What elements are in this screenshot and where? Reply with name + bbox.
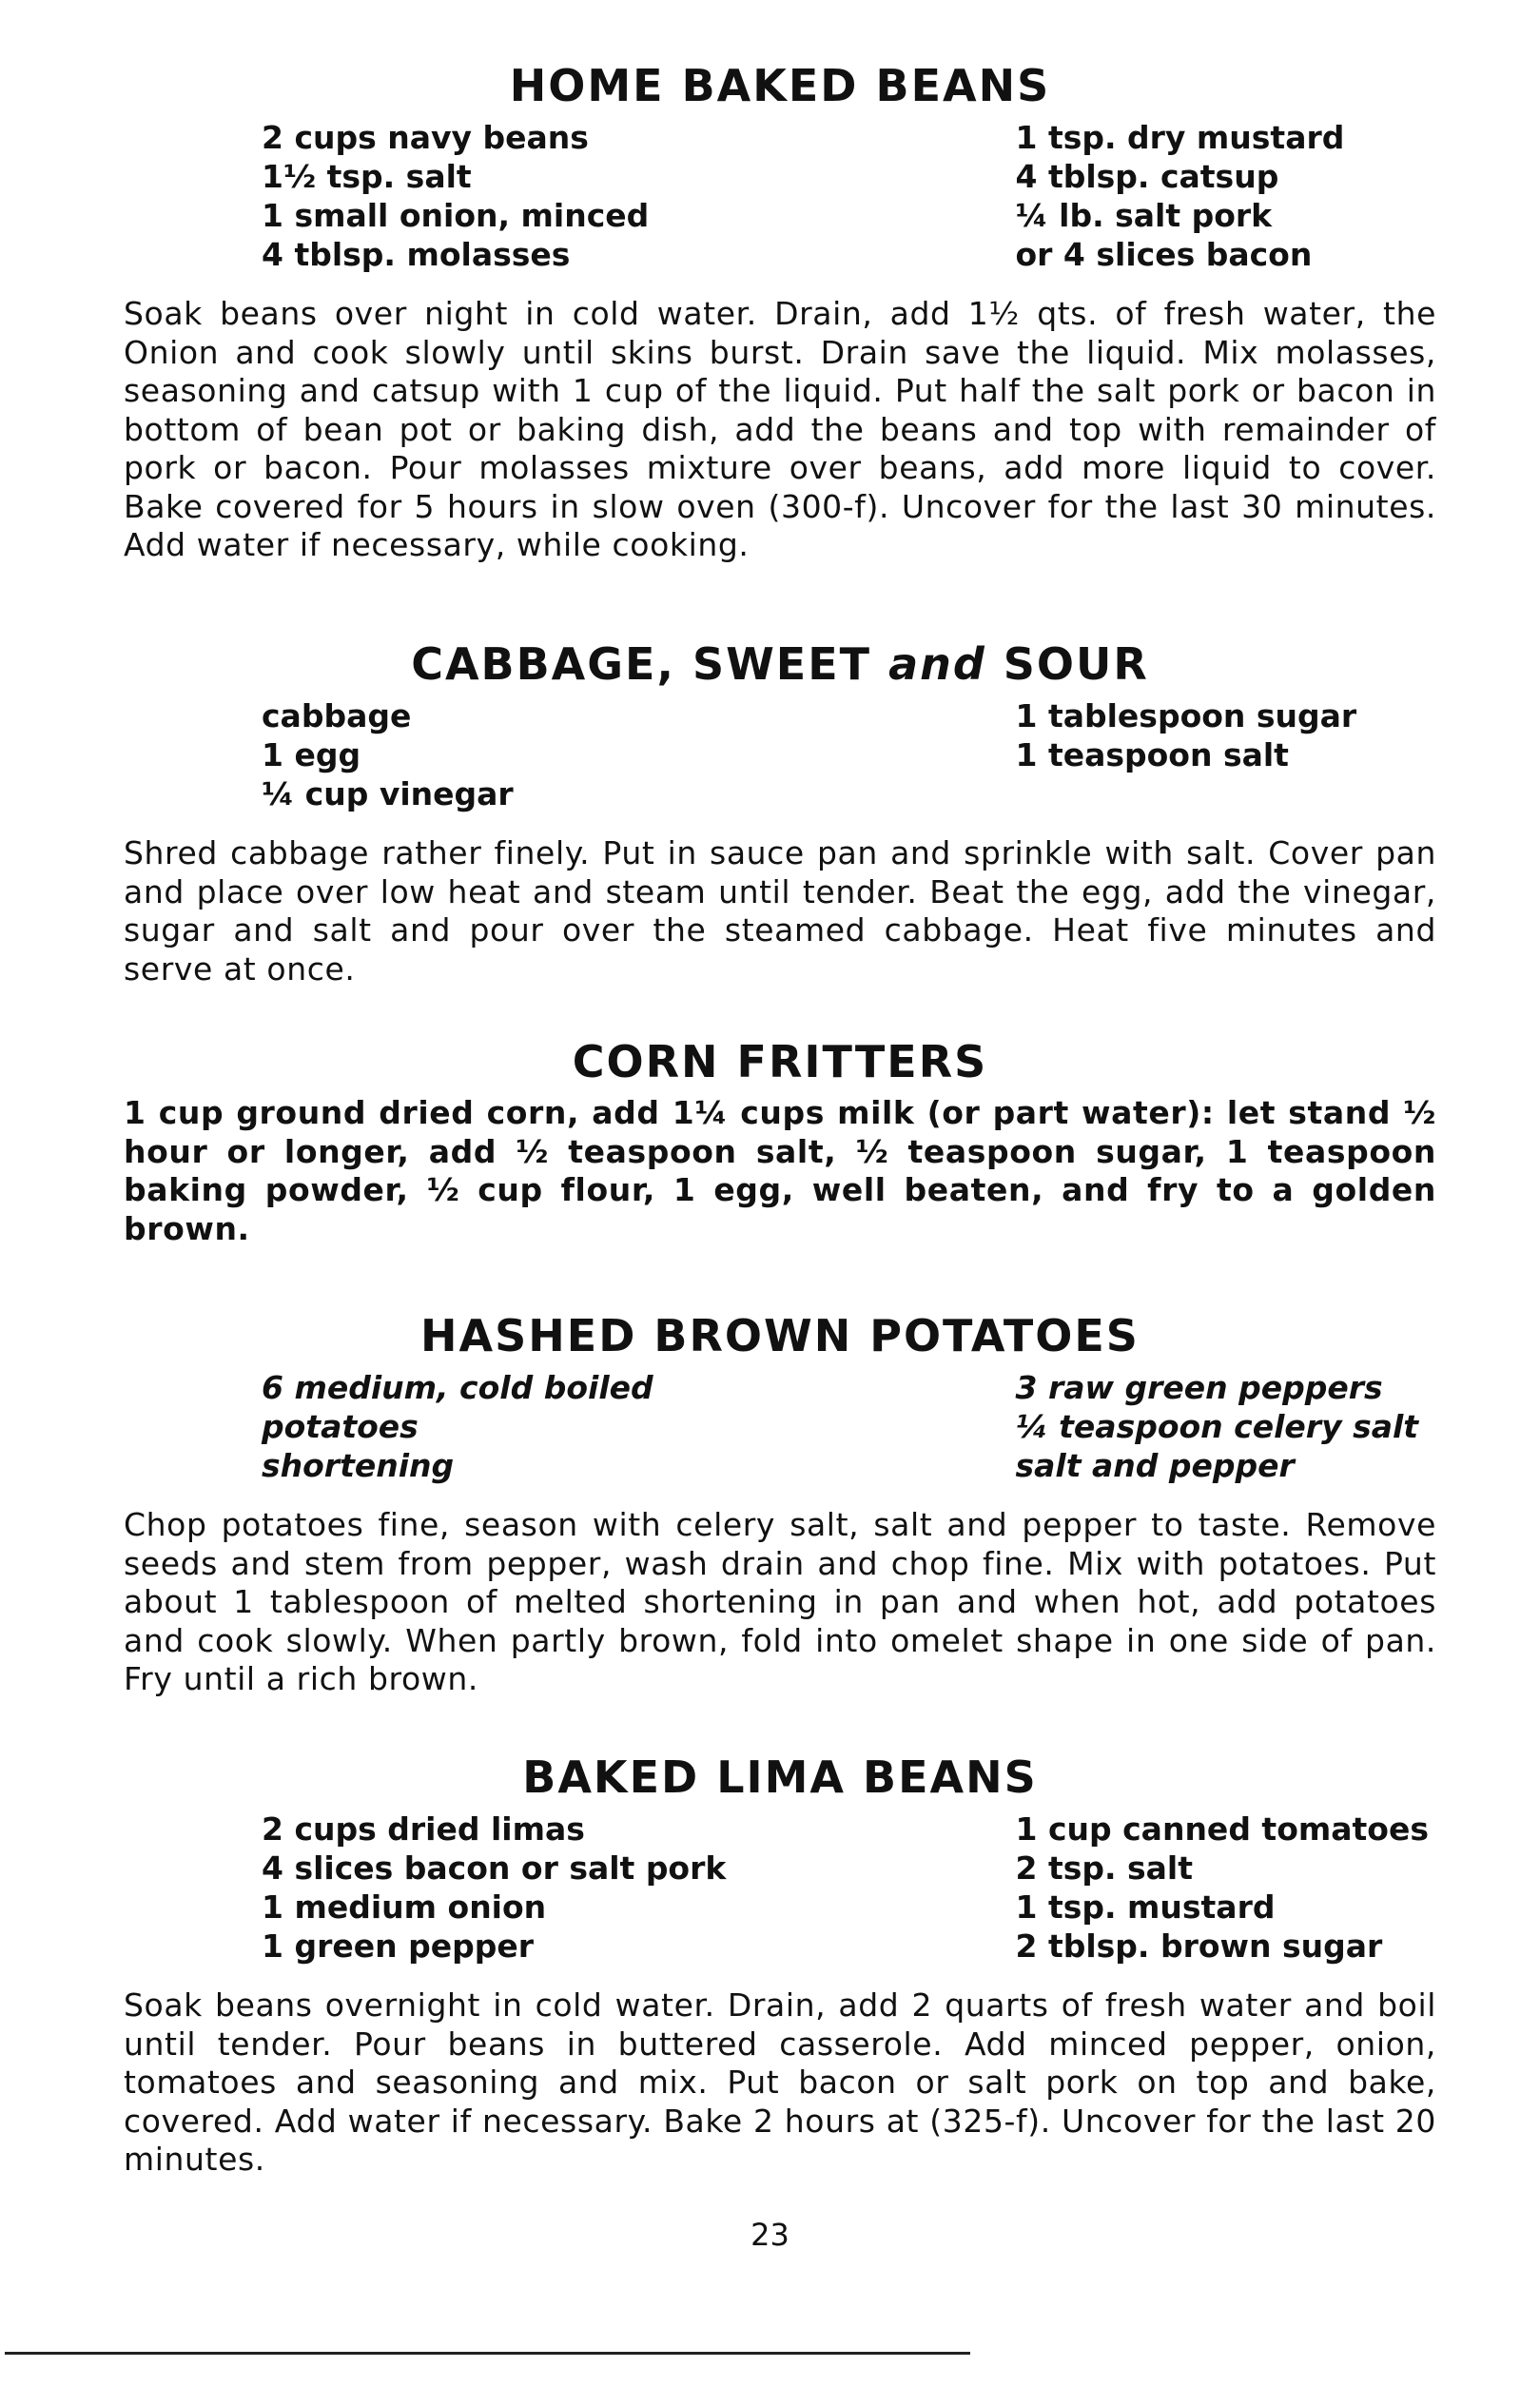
- recipe-hashed-brown-potatoes: [124, 1309, 1436, 1699]
- ingredients-right: [849, 1368, 1437, 1485]
- ingredient: 1 egg: [262, 736, 361, 773]
- ingredient: or 4 slices bacon: [1015, 236, 1313, 273]
- recipe-baked-lima-beans: [124, 1751, 1436, 2180]
- bottom-rule: [5, 2352, 970, 2355]
- ingredients: [124, 696, 1436, 813]
- ingredients-left: [262, 1368, 849, 1485]
- title-part-2: SOUR: [1003, 638, 1149, 690]
- ingredient: 1 tablespoon sugar: [1015, 697, 1357, 734]
- ingredient: cabbage: [262, 697, 412, 734]
- recipe-method: Shred cabbage rather finely. Put in sauce pan and sprinkle with salt. Cover pan and place over low heat and steam until tender. Beat the egg, add the vinegar, sugar and salt and pour over the steamed cabbage. Heat five minutes and serve at once.: [124, 834, 1436, 988]
- ingredient: 4 slices bacon or salt pork: [262, 1849, 727, 1887]
- title-part-1: CABBAGE, SWEET: [411, 638, 872, 690]
- recipe-home-baked-beans: [124, 59, 1436, 565]
- ingredient: ¼ teaspoon celery salt: [1015, 1408, 1419, 1445]
- recipe-title: HASHED BROWN POTATOES: [420, 1310, 1140, 1361]
- ingredients-right: [849, 1810, 1437, 1966]
- ingredients-right: [849, 118, 1437, 274]
- recipe-title: HOME BAKED BEANS: [509, 60, 1051, 111]
- ingredient: 1 medium onion: [262, 1888, 547, 1926]
- ingredient: 2 tsp. salt: [1015, 1849, 1194, 1887]
- recipe-title: [124, 637, 1436, 691]
- ingredients: [124, 118, 1436, 274]
- page-number: 23: [751, 2217, 789, 2253]
- ingredient: 3 raw green peppers: [1015, 1369, 1383, 1406]
- ingredient: 1 tsp. mustard: [1015, 1888, 1276, 1926]
- ingredient: 1 teaspoon salt: [1015, 736, 1289, 773]
- recipe-cabbage-sweet-and-sour: [124, 637, 1436, 988]
- recipe-title: BAKED LIMA BEANS: [522, 1751, 1038, 1803]
- ingredient: 1½ tsp. salt: [262, 158, 472, 195]
- ingredient: ¼ cup vinegar: [262, 775, 514, 812]
- ingredient: shortening: [262, 1447, 455, 1484]
- ingredient: 1 tsp. dry mustard: [1015, 119, 1345, 156]
- recipe-title: CORN FRITTERS: [572, 1036, 988, 1087]
- ingredients-left: [262, 696, 849, 813]
- ingredients-right: [849, 696, 1437, 813]
- ingredient: 2 cups navy beans: [262, 119, 589, 156]
- recipe-method: Soak beans over night in cold water. Drain, add 1½ qts. of fresh water, the Onion and cook slowly until skins burst. Drain save the liquid. Mix molasses, seasoning and catsup with 1 cup of the liquid. Put half the salt pork or bacon in bottom of bean pot or baking dish, add the beans and top with remainder of pork or bacon. Pour molasses mixture over beans, add more liquid to cover. Bake covered for 5 hours in slow oven (300-f). Uncover for the last 30 minutes. Add water if necessary, while cooking.: [124, 295, 1436, 563]
- ingredient: 4 tblsp. molasses: [262, 236, 571, 273]
- ingredient: salt and pepper: [1015, 1447, 1295, 1484]
- title-italic: and: [888, 638, 986, 690]
- recipe-corn-fritters: [124, 1035, 1436, 1248]
- ingredients-left: [262, 1810, 849, 1966]
- ingredient: 2 cups dried limas: [262, 1810, 585, 1848]
- recipe-method: Chop potatoes fine, season with celery salt, salt and pepper to taste. Remove seeds and stem from pepper, wash drain and chop fine. Mix with potatoes. Put about 1 tablespoon of melted shortening in pan and when hot, add potatoes and cook slowly. When partly brown, fold into omelet shape in one side of pan. Fry until a rich brown.: [124, 1506, 1436, 1697]
- ingredients-left: [262, 118, 849, 274]
- recipe-method: Soak beans overnight in cold water. Drain, add 2 quarts of fresh water and boil until tender. Pour beans in buttered casserole. Add minced pepper, onion, tomatoes and seasoning and mix. Put bacon or salt pork on top and bake, covered. Add water if necessary. Bake 2 hours at (325-f). Uncover for the last 20 minutes.: [124, 1986, 1436, 2178]
- ingredient: ¼ lb. salt pork: [1015, 197, 1273, 234]
- ingredient: 6 medium, cold boiled potatoes: [262, 1369, 653, 1445]
- ingredient: 2 tblsp. brown sugar: [1015, 1927, 1383, 1965]
- ingredients: [124, 1810, 1436, 1966]
- ingredient: 1 green pepper: [262, 1927, 534, 1965]
- recipe-method: 1 cup ground dried corn, add 1¼ cups milk (or part water): let stand ½ hour or longer, add ½ teaspoon salt, ½ teaspoon sugar, 1 teaspoon baking powder, ½ cup flour, 1 egg, well beaten, and fry to a golden brown.: [124, 1094, 1436, 1247]
- ingredient: 1 cup canned tomatoes: [1015, 1810, 1429, 1848]
- ingredient: 4 tblsp. catsup: [1015, 158, 1279, 195]
- ingredients: [124, 1368, 1436, 1485]
- ingredient: 1 small onion, minced: [262, 197, 650, 234]
